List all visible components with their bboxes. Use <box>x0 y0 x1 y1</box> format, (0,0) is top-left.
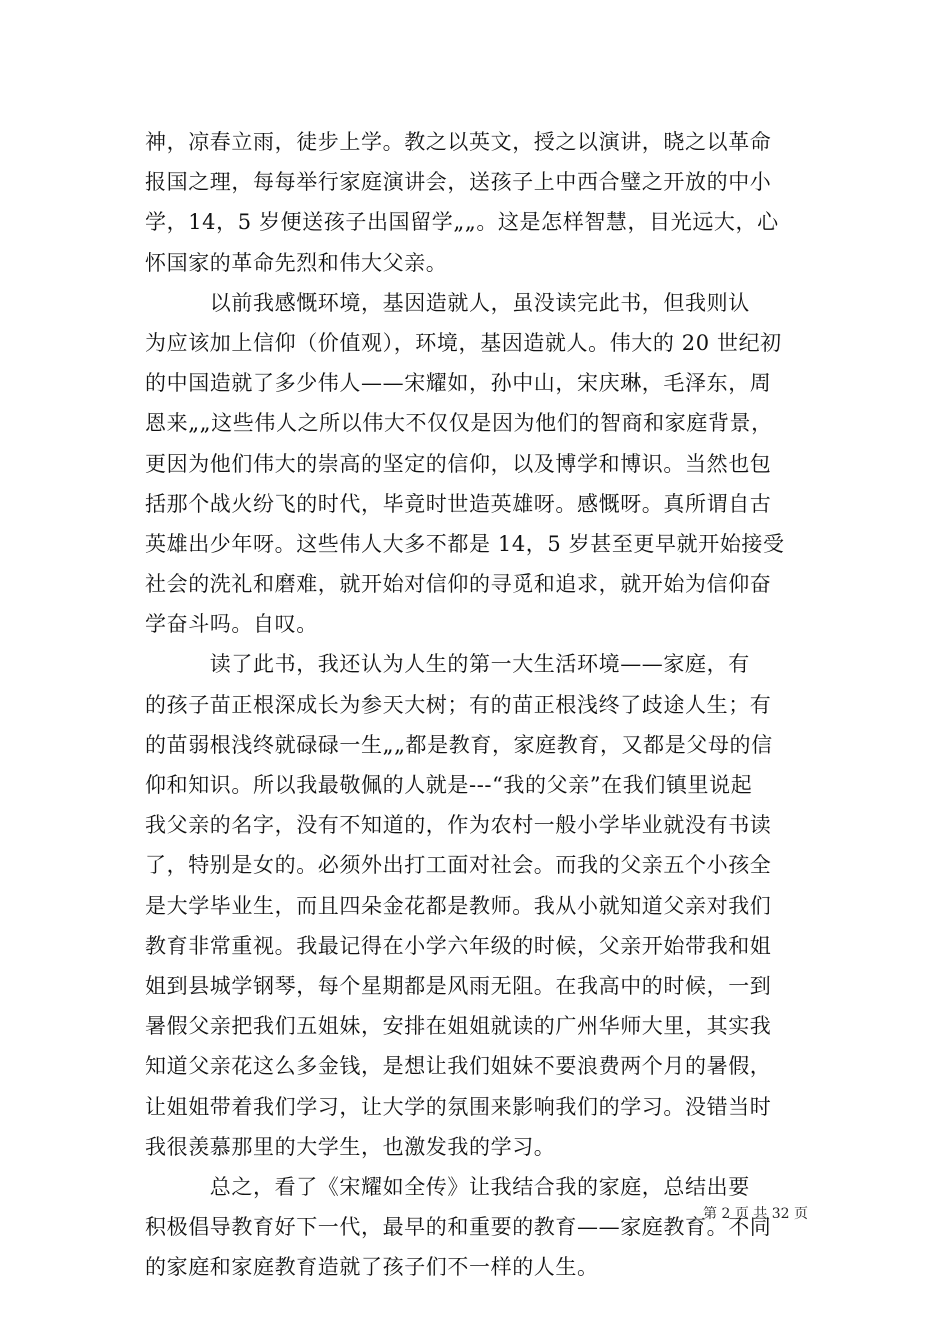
text-line: 暑假父亲把我们五姐妹，安排在姐姐就读的广州华师大里，其实我 <box>145 1014 772 1039</box>
text-line: 学，14，5 岁便送孩子出国留学„„。这是怎样智慧，目光远大，心 <box>145 210 779 235</box>
text-line: 了，特别是女的。必须外出打工面对社会。而我的父亲五个小孩全 <box>145 853 772 878</box>
text-line: 神，凉春立雨，徒步上学。教之以英文，授之以演讲，晓之以革命 <box>145 130 772 154</box>
text-line: 为应该加上信仰（价值观），环境，基因造就人。伟大的 20 世纪初 <box>145 330 782 355</box>
text-line: 更因为他们伟大的崇高的坚定的信仰，以及博学和博识。当然也包 <box>145 451 772 476</box>
text-line: 的中国造就了多少伟人——宋耀如，孙中山，宋庆琳，毛泽东，周 <box>145 371 772 396</box>
text-line: 读了此书，我还认为人生的第一大生活环境——家庭，有 <box>145 652 750 677</box>
body-text <box>145 122 810 1287</box>
text-line: 括那个战火纷飞的时代，毕竟时世造英雄呀。感慨呀。真所谓自古 <box>145 491 772 516</box>
text-line: 我父亲的名字，没有不知道的，作为农村一般小学毕业就没有书读 <box>145 813 772 838</box>
text-line: 姐到县城学钢琴，每个星期都是风雨无阻。在我高中的时候，一到 <box>145 973 772 998</box>
text-line: 我很羡慕那里的大学生，也激发我的学习。 <box>145 1134 556 1159</box>
text-line: 知道父亲花这么多金钱，是想让我们姐妹不要浪费两个月的暑假， <box>145 1054 772 1079</box>
page-number-footer: 第 2 页 共 32 页 <box>703 1206 808 1222</box>
text-line: 学奋斗吗。自叹。 <box>145 612 318 637</box>
text-line: 让姐姐带着我们学习，让大学的氛围来影响我们的学习。没错当时 <box>145 1094 772 1119</box>
text-line: 的孩子苗正根深成长为参天大树；有的苗正根浅终了歧途人生；有 <box>145 692 772 717</box>
text-line: 是大学毕业生，而且四朵金花都是教师。我从小就知道父亲对我们 <box>145 893 772 918</box>
text-line: 的苗弱根浅终就碌碌一生„„都是教育，家庭教育，又都是父母的信 <box>145 732 773 757</box>
text-line: 报国之理，每每举行家庭演讲会，送孩子上中西合璧之开放的中小 <box>145 170 772 195</box>
text-line: 积极倡导教育好下一代，最早的和重要的教育——家庭教育。不同 <box>145 1215 772 1240</box>
text-line: 总之，看了《宋耀如全传》让我结合我的家庭，总结出要 <box>145 1174 750 1199</box>
text-line: 的家庭和家庭教育造就了孩子们不一样的人生。 <box>145 1255 599 1280</box>
text-line: 社会的洗礼和磨难，就开始对信仰的寻觅和追求，就开始为信仰奋 <box>145 572 772 597</box>
text-line: 以前我感慨环境，基因造就人，虽没读完此书，但我则认 <box>145 290 750 315</box>
text-line: 英雄出少年呀。这些伟人大多不都是 14，5 岁甚至更早就开始接受 <box>145 531 785 556</box>
text-line: 恩来„„这些伟人之所以伟大不仅仅是因为他们的智商和家庭背景， <box>145 411 773 436</box>
text-line: 教育非常重视。我最记得在小学六年级的时候，父亲开始带我和姐 <box>145 933 772 958</box>
text-line: 怀国家的革命先烈和伟大父亲。 <box>145 250 448 275</box>
text-line: 仰和知识。所以我最敬佩的人就是---“我的父亲”在我们镇里说起 <box>145 773 753 797</box>
